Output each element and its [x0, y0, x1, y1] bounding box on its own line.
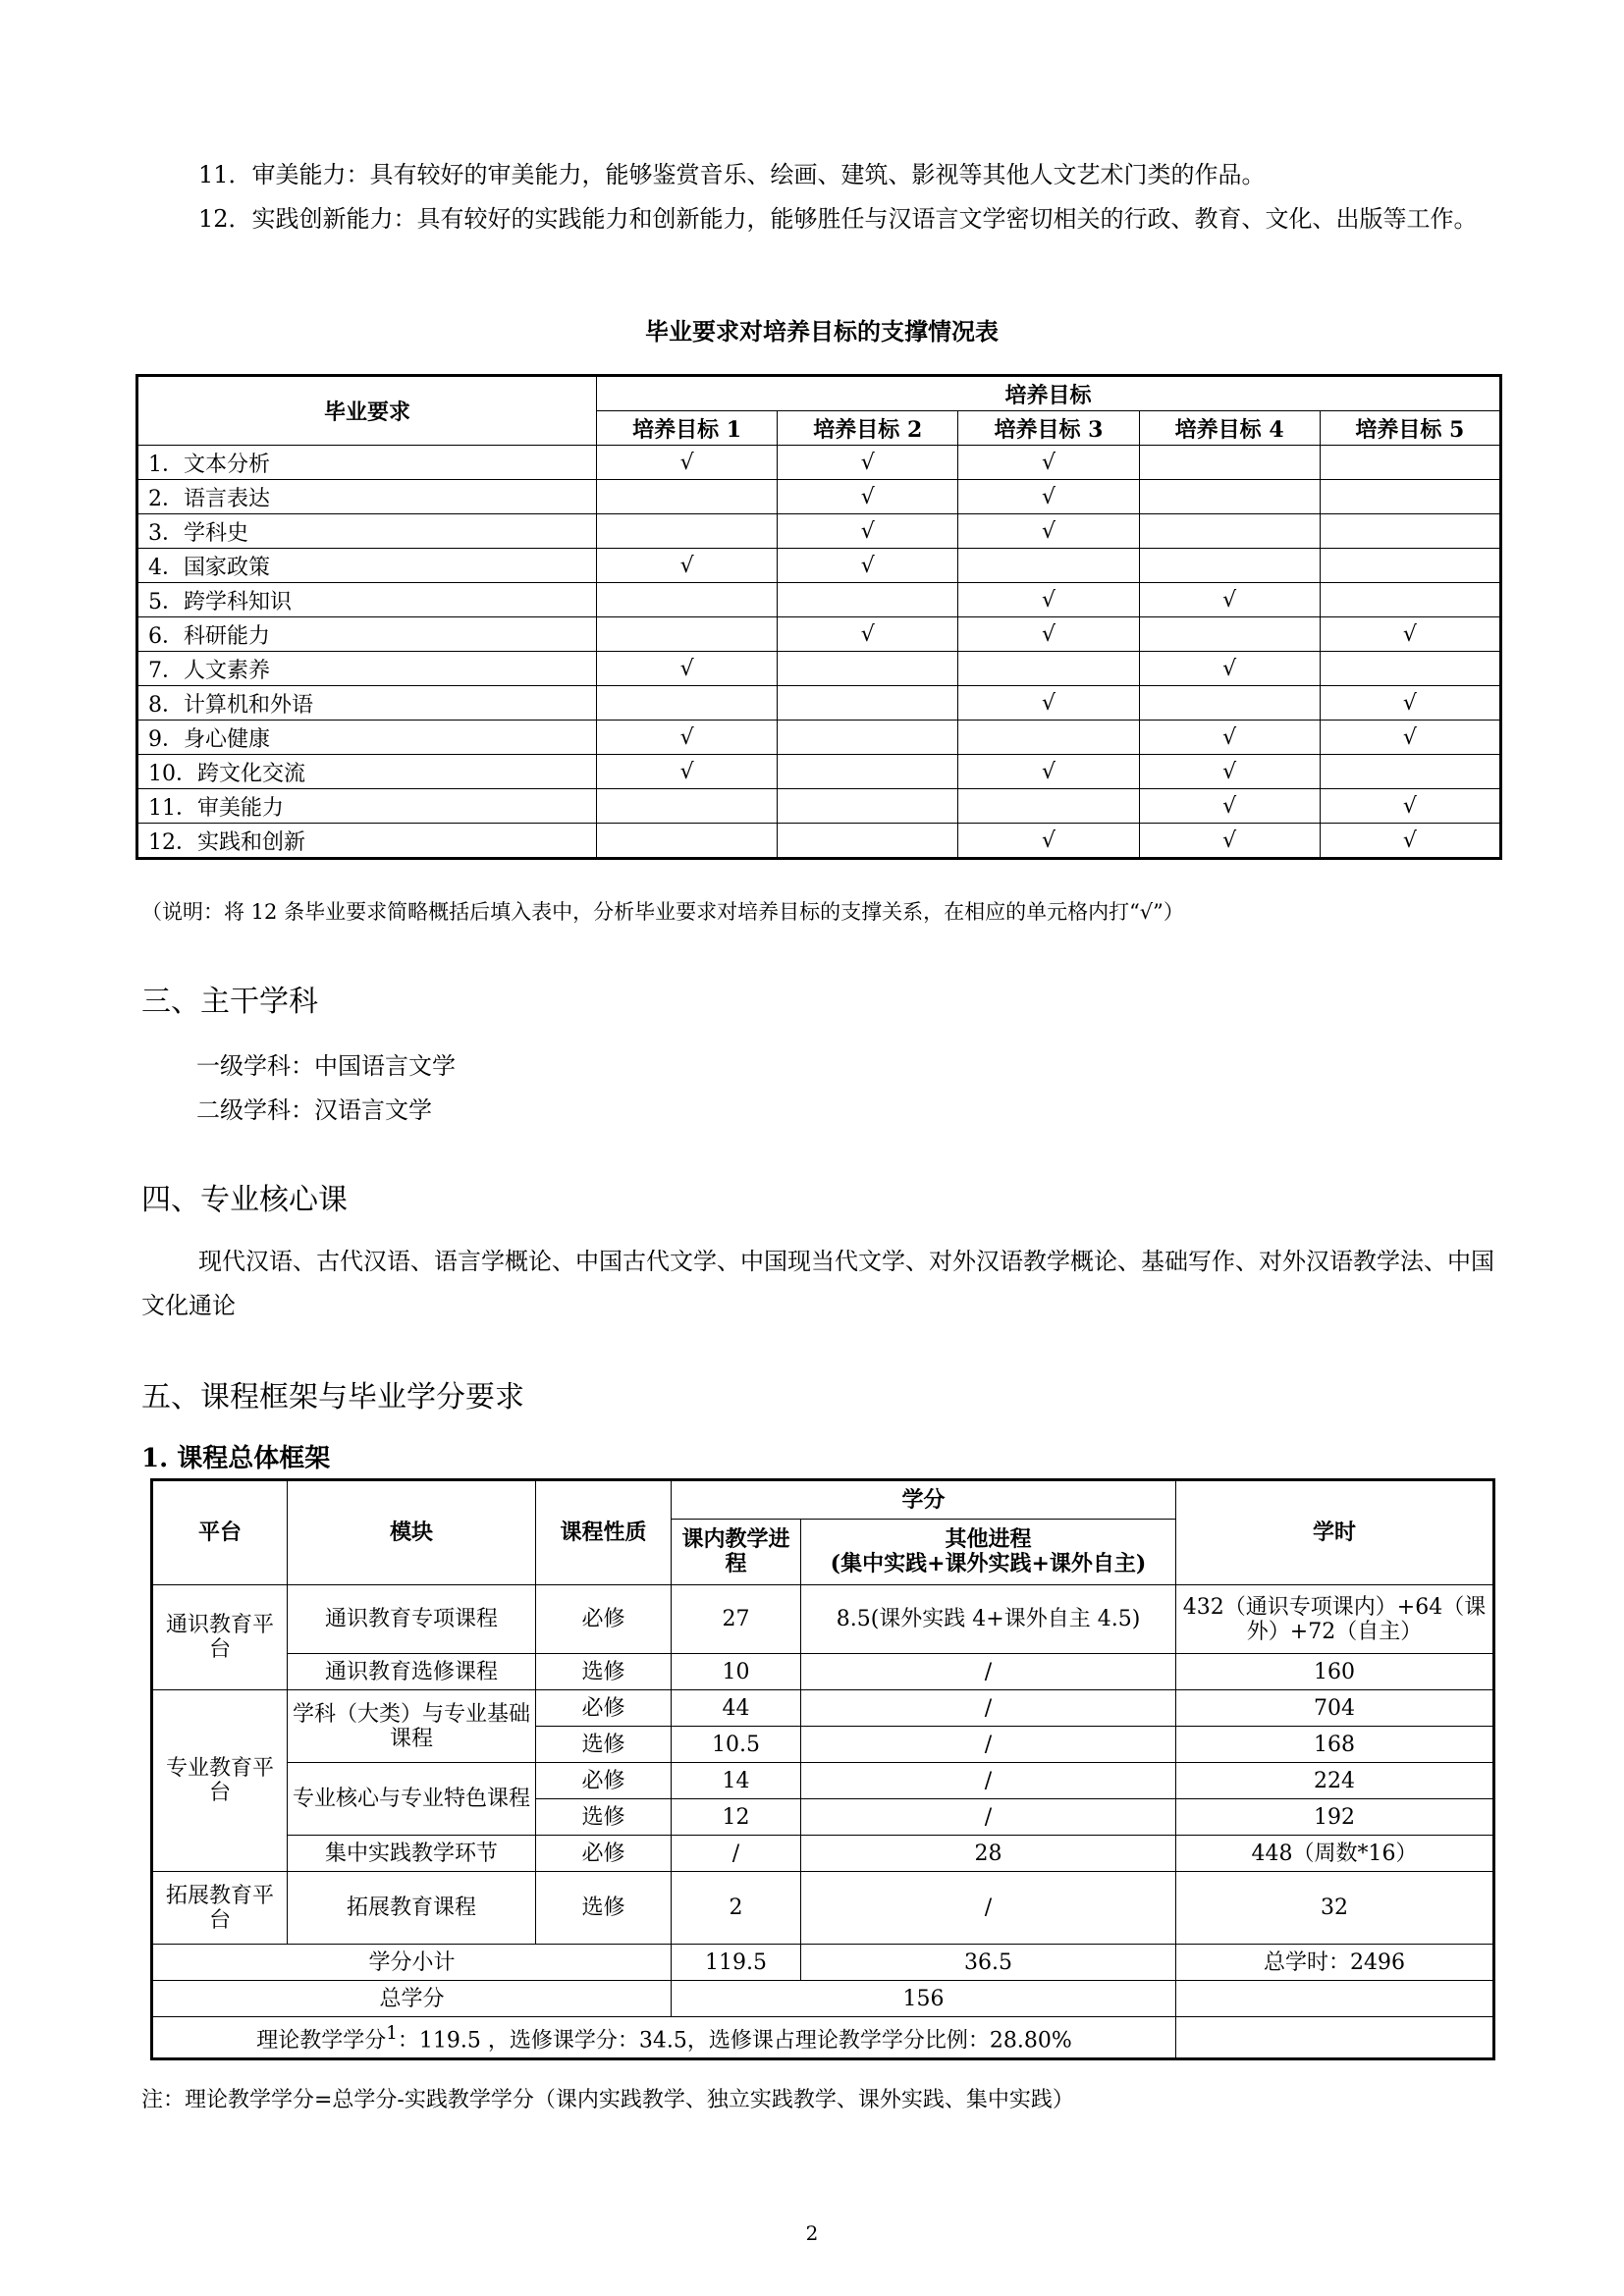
support-mark — [778, 583, 958, 617]
support-mark — [778, 686, 958, 721]
platform-general: 通识教育平台 — [152, 1585, 288, 1690]
support-mark: √ — [597, 721, 778, 755]
platform-extension: 拓展教育平台 — [152, 1872, 288, 1945]
support-mark: √ — [958, 755, 1139, 789]
support-mark: √ — [958, 686, 1139, 721]
in-class-credits: 10.5 — [672, 1727, 801, 1763]
hours: 192 — [1176, 1799, 1494, 1836]
theory-credits-line — [152, 2017, 1176, 2059]
course-nature: 必修 — [536, 1763, 672, 1799]
table-row — [137, 549, 1501, 583]
header-course-nature: 课程性质 — [536, 1480, 672, 1585]
support-table — [135, 374, 1502, 860]
support-mark: √ — [1320, 824, 1500, 859]
support-mark — [1139, 480, 1320, 514]
module-name: 专业核心与专业特色课程 — [288, 1763, 536, 1836]
support-mark: √ — [1139, 652, 1320, 686]
header-goal: 培养目标 4 — [1139, 411, 1320, 446]
theory-credits-label: 理论教学学分 — [256, 2028, 387, 2054]
table-row — [137, 824, 1501, 859]
empty-cell — [1176, 1981, 1494, 2017]
header-goal: 培养目标 1 — [597, 411, 778, 446]
header-goal: 培养目标 5 — [1320, 411, 1500, 446]
subtotal-in-class: 119.5 — [672, 1945, 801, 1981]
hours: 432（通识专项课内）+64（课外）+72（自主） — [1176, 1585, 1494, 1654]
support-mark: √ — [597, 446, 778, 480]
requirement-label: 11．审美能力 — [137, 789, 597, 824]
header-other-process — [801, 1520, 1176, 1585]
requirement-label: 5．跨学科知识 — [137, 583, 597, 617]
support-mark — [778, 652, 958, 686]
course-nature: 必修 — [536, 1585, 672, 1654]
support-mark — [1320, 549, 1500, 583]
support-mark — [1320, 480, 1500, 514]
support-mark: √ — [1139, 721, 1320, 755]
requirement-label: 2．语言表达 — [137, 480, 597, 514]
support-mark — [597, 824, 778, 859]
course-nature: 必修 — [536, 1836, 672, 1872]
in-class-credits: 10 — [672, 1654, 801, 1690]
subtotal-other: 36.5 — [801, 1945, 1176, 1981]
header-training-goals: 培养目标 — [597, 376, 1501, 411]
header-platform: 平台 — [152, 1480, 288, 1585]
support-mark — [1139, 514, 1320, 549]
total-credits-value: 156 — [672, 1981, 1176, 2017]
header-other-subtitle: (集中实践+课外实践+课外自主) — [830, 1551, 1147, 1576]
core-courses-text: 现代汉语、古代汉语、语言学概论、中国古代文学、中国现当代文学、对外汉语教学概论、基础写作、对外汉语教学法、中国文化通论 — [141, 1248, 1494, 1319]
support-mark — [958, 652, 1139, 686]
support-mark — [1139, 446, 1320, 480]
support-mark — [1139, 617, 1320, 652]
support-mark: √ — [597, 549, 778, 583]
requirement-label: 10．跨文化交流 — [137, 755, 597, 789]
support-table-caption: 毕业要求对培养目标的支撑情况表 — [645, 317, 999, 346]
requirement-label: 4．国家政策 — [137, 549, 597, 583]
support-mark: √ — [1320, 686, 1500, 721]
support-mark: √ — [778, 446, 958, 480]
table-row — [137, 686, 1501, 721]
support-mark — [1320, 583, 1500, 617]
platform-major: 专业教育平台 — [152, 1690, 288, 1872]
support-mark: √ — [1139, 789, 1320, 824]
theory-credits-detail: ：119.5 ，选修课学分：34.5，选修课占理论教学学分比例：28.80% — [397, 2028, 1072, 2054]
support-mark — [597, 686, 778, 721]
header-credits: 学分 — [672, 1480, 1176, 1520]
table-row — [137, 617, 1501, 652]
support-mark: √ — [597, 755, 778, 789]
support-mark — [958, 549, 1139, 583]
course-nature: 选修 — [536, 1654, 672, 1690]
support-table-note: （说明：将 12 条毕业要求简略概括后填入表中，分析毕业要求对培养目标的支撑关系，在相应的单元格内打“√”） — [141, 900, 1184, 924]
table-row — [137, 514, 1501, 549]
support-mark — [597, 789, 778, 824]
table-row — [137, 652, 1501, 686]
support-mark: √ — [1139, 824, 1320, 859]
support-mark — [778, 824, 958, 859]
header-graduation-req: 毕业要求 — [137, 376, 597, 446]
support-mark — [778, 721, 958, 755]
course-nature: 选修 — [536, 1872, 672, 1945]
second-level-discipline: 二级学科：汉语言文学 — [196, 1096, 432, 1124]
support-mark: √ — [597, 652, 778, 686]
in-class-credits: 2 — [672, 1872, 801, 1945]
section-title-main-discipline: 三、主干学科 — [141, 985, 318, 1019]
support-mark — [778, 755, 958, 789]
support-mark: √ — [958, 446, 1139, 480]
other-credits: 8.5(课外实践 4+课外自主 4.5) — [801, 1585, 1176, 1654]
first-level-discipline: 一级学科：中国语言文学 — [196, 1052, 456, 1080]
module-name: 通识教育专项课程 — [288, 1585, 536, 1654]
support-mark — [597, 514, 778, 549]
support-mark — [1320, 514, 1500, 549]
subsection-title-framework: 1. 课程总体框架 — [141, 1444, 331, 1473]
table-row — [137, 789, 1501, 824]
support-mark: √ — [958, 514, 1139, 549]
other-credits: / — [801, 1872, 1176, 1945]
support-mark: √ — [778, 549, 958, 583]
requirement-label: 6．科研能力 — [137, 617, 597, 652]
total-hours: 总学时：2496 — [1176, 1945, 1494, 1981]
hours: 160 — [1176, 1654, 1494, 1690]
requirement-label: 12．实践和创新 — [137, 824, 597, 859]
section-title-framework: 五、课程框架与毕业学分要求 — [141, 1380, 524, 1415]
support-mark: √ — [778, 480, 958, 514]
course-nature: 必修 — [536, 1690, 672, 1727]
module-name: 拓展教育课程 — [288, 1872, 536, 1945]
support-mark: √ — [1320, 617, 1500, 652]
support-mark: √ — [1139, 755, 1320, 789]
header-goal: 培养目标 2 — [778, 411, 958, 446]
section-title-core-courses: 四、专业核心课 — [141, 1183, 348, 1217]
requirement-label: 7．人文素养 — [137, 652, 597, 686]
framework-footnote: 注：理论教学学分=总学分-实践教学学分（课内实践教学、独立实践教学、课外实践、集中实践） — [141, 2088, 1074, 2112]
header-in-class: 课内教学进程 — [672, 1520, 801, 1585]
other-credits: / — [801, 1654, 1176, 1690]
support-mark — [1139, 549, 1320, 583]
support-mark: √ — [1139, 583, 1320, 617]
support-mark: √ — [958, 480, 1139, 514]
support-mark: √ — [778, 514, 958, 549]
header-module: 模块 — [288, 1480, 536, 1585]
in-class-credits: 14 — [672, 1763, 801, 1799]
support-mark: √ — [958, 824, 1139, 859]
support-mark — [1320, 755, 1500, 789]
support-mark: √ — [958, 617, 1139, 652]
total-credits-label: 总学分 — [152, 1981, 672, 2017]
support-mark — [958, 721, 1139, 755]
support-mark: √ — [778, 617, 958, 652]
table-row — [137, 721, 1501, 755]
support-mark — [778, 789, 958, 824]
requirement-label: 9．身心健康 — [137, 721, 597, 755]
paragraph-aesthetic: 11．审美能力：具有较好的审美能力，能够鉴赏音乐、绘画、建筑、影视等其他人文艺术门类的作品。 — [198, 161, 1266, 188]
table-row — [137, 446, 1501, 480]
hours: 704 — [1176, 1690, 1494, 1727]
module-name: 学科（大类）与专业基础课程 — [288, 1690, 536, 1763]
in-class-credits: 27 — [672, 1585, 801, 1654]
course-nature: 选修 — [536, 1799, 672, 1836]
support-mark: √ — [958, 583, 1139, 617]
page-number: 2 — [805, 2221, 819, 2245]
other-credits: / — [801, 1727, 1176, 1763]
other-credits: 28 — [801, 1836, 1176, 1872]
support-mark — [958, 789, 1139, 824]
support-mark — [597, 617, 778, 652]
requirement-label: 3．学科史 — [137, 514, 597, 549]
in-class-credits: / — [672, 1836, 801, 1872]
table-row — [137, 755, 1501, 789]
hours: 448（周数*16） — [1176, 1836, 1494, 1872]
support-mark — [1320, 446, 1500, 480]
in-class-credits: 12 — [672, 1799, 801, 1836]
support-mark: √ — [1320, 789, 1500, 824]
support-mark — [1139, 686, 1320, 721]
subtotal-label: 学分小计 — [152, 1945, 672, 1981]
course-framework-table — [150, 1478, 1495, 2060]
requirement-label: 1．文本分析 — [137, 446, 597, 480]
hours: 224 — [1176, 1763, 1494, 1799]
hours: 168 — [1176, 1727, 1494, 1763]
hours: 32 — [1176, 1872, 1494, 1945]
support-mark — [1320, 652, 1500, 686]
support-mark — [597, 583, 778, 617]
other-credits: / — [801, 1690, 1176, 1727]
table-row — [137, 480, 1501, 514]
module-name: 通识教育选修课程 — [288, 1654, 536, 1690]
empty-cell — [1176, 2017, 1494, 2059]
header-goal: 培养目标 3 — [958, 411, 1139, 446]
table-row — [137, 583, 1501, 617]
other-credits: / — [801, 1763, 1176, 1799]
support-mark: √ — [1320, 721, 1500, 755]
paragraph-practice: 12．实践创新能力：具有较好的实践能力和创新能力，能够胜任与汉语言文学密切相关的行政、教育、文化、出版等工作。 — [198, 205, 1478, 233]
footnote-marker: 1 — [386, 2023, 398, 2045]
support-mark — [597, 480, 778, 514]
module-name: 集中实践教学环节 — [288, 1836, 536, 1872]
header-other-title: 其他进程 — [945, 1526, 1032, 1552]
other-credits: / — [801, 1799, 1176, 1836]
header-hours: 学时 — [1176, 1480, 1494, 1585]
in-class-credits: 44 — [672, 1690, 801, 1727]
requirement-label: 8．计算机和外语 — [137, 686, 597, 721]
course-nature: 选修 — [536, 1727, 672, 1763]
